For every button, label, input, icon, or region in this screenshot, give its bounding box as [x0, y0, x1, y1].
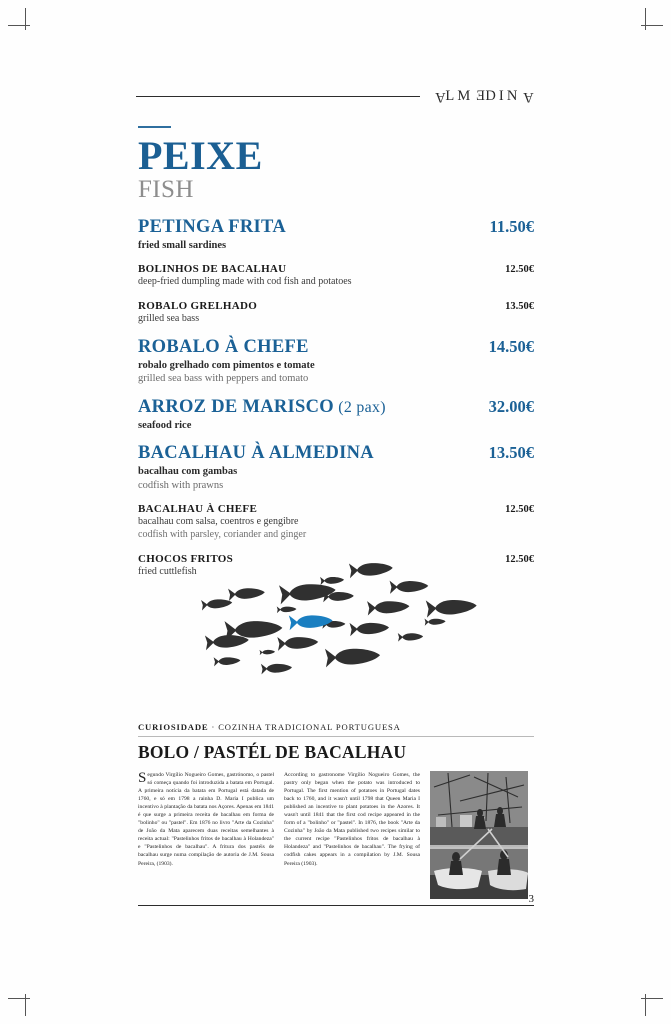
- menu-item-name: ARROZ DE MARISCO (2 pax): [138, 396, 386, 417]
- menu-item-description-primary: bacalhau com salsa, coentros e gengibre: [138, 516, 299, 528]
- menu-item-price: 12.50€: [505, 553, 534, 565]
- menu-item-row: [138, 503, 534, 515]
- menu-item-row: [138, 553, 534, 565]
- menu-item-description-translation: grilled sea bass with peppers and tomato: [138, 373, 309, 385]
- curiosity-columns: [138, 771, 534, 899]
- menu-item-description-primary: fried cuttlefish: [138, 565, 197, 577]
- curiosity-text-english: According to gastronome Virgílio Nogueiro Gomes, the pastry only began when the potato was introduced to Portugal. The first mention of potatoes in Portugal dates back to 1760, and it wasn't until 1798 that Queen Maria I published an incentive to plant potatoes in the Azores. It wasn't until 1841 that the first cod recipe appeared in the form of a "bolinho" or "pastel". In 1876, the book "Arte da Cozinha" by João da Mata published two recipes similar to the current recipe "Pastelinhos fritos de bacalhau à Holandeza" and "Pastelinhos de bacalhau". The frying of codfish cakes appears in a compilation by J.M. Sousa Pereira (1903).: [284, 772, 420, 867]
- page-subtitle: FISH: [138, 176, 194, 203]
- brand-logo: ALMEDINA: [431, 88, 534, 105]
- menu-item-name: BOLINHOS DE BACALHAU: [138, 263, 287, 276]
- menu-item-name: BACALHAU À CHEFE: [138, 503, 258, 516]
- curiosity-kicker-bold: CURIOSIDADE: [138, 722, 209, 732]
- page-number: 3: [528, 893, 534, 905]
- crop-mark-top-left-h: [8, 25, 30, 26]
- menu-item: [138, 443, 534, 492]
- menu-item-row: [138, 263, 534, 275]
- menu-item: [138, 300, 534, 326]
- page-header: [136, 88, 534, 105]
- menu-item-row: [138, 300, 534, 312]
- menu-item: [138, 337, 534, 386]
- curiosity-kicker-rest: · COZINHA TRADICIONAL PORTUGUESA: [208, 722, 401, 732]
- menu-item-name: CHOCOS FRITOS: [138, 552, 234, 565]
- crop-mark-bottom-right-h: [641, 998, 663, 999]
- menu-item-name: PETINGA FRITA: [138, 217, 286, 237]
- menu-item-description-primary: fried small sardines: [138, 240, 227, 251]
- menu-item-portion: (2 pax): [333, 398, 386, 416]
- crop-mark-top-left-v: [25, 8, 26, 30]
- highlighted-blue-fish: [289, 613, 333, 630]
- menu-item-price: 12.50€: [505, 264, 534, 276]
- menu-item-description-translation: codfish with parsley, coriander and ginger: [138, 529, 307, 541]
- curiosity-divider: [138, 736, 534, 737]
- menu-item-description-primary: robalo grelhado com pimentos e tomate: [138, 360, 315, 372]
- crop-mark-bottom-left-h: [8, 998, 30, 999]
- curiosity-photo: [430, 771, 528, 899]
- menu-item-row: [138, 397, 534, 418]
- menu-item-row: [138, 443, 534, 464]
- menu-item-row: [138, 217, 534, 238]
- header-divider: [136, 96, 420, 97]
- menu-item-price: 32.00€: [488, 396, 534, 416]
- menu-item-description-translation: codfish with prawns: [138, 479, 224, 491]
- menu-item-description-primary: seafood rice: [138, 419, 192, 431]
- menu-item-price: 13.50€: [488, 443, 534, 463]
- menu-item-list: [138, 217, 534, 590]
- curiosity-section: [138, 722, 534, 899]
- menu-item: [138, 397, 534, 432]
- menu-item-name: BACALHAU À ALMEDINA: [138, 443, 374, 464]
- menu-item-name: ROBALO GRELHADO: [138, 300, 258, 313]
- crop-mark-top-right-h: [641, 25, 663, 26]
- menu-item: [138, 553, 534, 579]
- curiosity-kicker: [138, 722, 534, 732]
- menu-item-description-primary: grilled sea bass: [138, 313, 200, 325]
- section-title-block: [138, 126, 263, 203]
- menu-item-description-primary: bacalhau com gambas: [138, 466, 238, 478]
- menu-item: [138, 217, 534, 252]
- curiosity-text-portuguese: Segundo Virgílio Nogueiro Gomes, gastrónomo, o pastel só começa quando foi introduzida a batata em Portugal. A primeira notícia da batata em Portugal está datada de 1760, e só em 1798 a rainha D. Maria I publica um incentivo à plantação da batata nos Açores. Apenas em 1841 é que surge a primeira receita de bacalhau em forma de "bolinho" ou "pastel". Em 1876 no livro "Arte da Cozinha" de João da Mata aparecem duas receitas semelhantes à receita actual: "Pastelinhos fritos de bacalhau à Holandeza" e "Pastelinhos de bacalhau". A fritura dos pastéis de bacalhau surge numa compilação de autoria de J.M. Sousa Pereira, (1903).: [138, 770, 274, 867]
- footer-divider: [138, 905, 534, 906]
- menu-item-price: 14.50€: [488, 337, 534, 357]
- crop-mark-top-right-v: [645, 8, 646, 30]
- menu-item-row: [138, 337, 534, 358]
- menu-item-name: ROBALO À CHEFE: [138, 337, 309, 358]
- menu-item-price: 11.50€: [489, 217, 534, 236]
- curiosity-title: BOLO / PASTÉL DE BACALHAU: [138, 742, 407, 762]
- page-title: PEIXE: [138, 133, 263, 178]
- menu-item-description-primary: deep-fried dumpling made with cod fish and potatoes: [138, 276, 352, 288]
- title-accent-dash: [138, 126, 171, 128]
- menu-item: [138, 503, 534, 542]
- menu-item-price: 13.50€: [505, 301, 534, 313]
- menu-item: [138, 263, 534, 289]
- menu-item-price: 12.50€: [505, 504, 534, 516]
